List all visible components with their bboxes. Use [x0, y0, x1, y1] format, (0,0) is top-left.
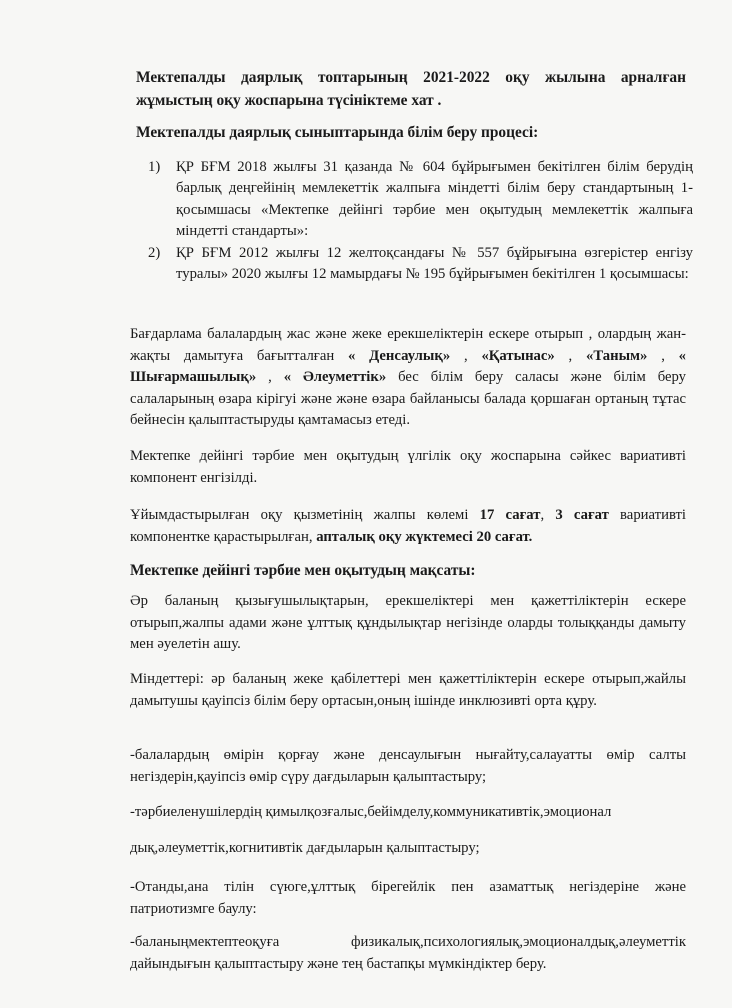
document-title: Мектепалды даярлық топтарының 2021-2022 оқу жылына арналған жұмыстың оқу жоспарына түсініктеме хат .: [136, 69, 686, 109]
load-hours: 17 сағат: [479, 507, 541, 523]
normative-list: [148, 157, 693, 285]
section-heading: Мектепалды даярлық сыныптарында білім беру процесі:: [136, 124, 539, 141]
area-cognition: «Таным»: [586, 347, 648, 364]
task-item-continuation: дық,әлеуметтік,когнитивтік дағдыларын қалыптастыру;: [130, 840, 480, 856]
list-number: 1): [148, 159, 161, 175]
load-text: Ұйымдастырылған оқу қызметінің жалпы көлемі: [130, 507, 480, 523]
task-item: -Отанды,ана тілін сүюге,ұлттық бірегейлік пен азаматтық негіздеріне және патриотизмге баулу:: [130, 879, 686, 917]
separator: ,: [647, 347, 679, 364]
task-item: -тәрбиеленушілердің қимылқозғалыс,бейімделу,коммуникативтік,эмоционал: [130, 804, 612, 820]
program-intro: Бағдарлама балалардың жас және жеке ерекшеліктерін ескере отырып , олардың жан-жақты дамытуға бағытталған: [130, 326, 686, 364]
separator: ,: [256, 369, 284, 386]
task-item: -балалардың өмірін қорғау және денсаулығын нығайту,салауатты өмір салты негіздерін,қауіпсіз өмір сүру дағдыларын қалыптастыру;: [130, 747, 686, 785]
area-communication: «Қатынас»: [481, 347, 555, 364]
area-creativity: « Шығармашылық»: [130, 347, 686, 386]
separator: ,: [554, 347, 586, 364]
variative-paragraph: Мектепке дейінгі тәрбие мен оқытудың үлгілік оқу жоспарына сәйкес вариативті компонент енгізілді.: [130, 448, 686, 486]
area-social: « Әлеуметтік»: [283, 369, 387, 386]
separator: ,: [450, 347, 482, 364]
area-health: « Денсаулық»: [348, 347, 451, 364]
load-text: вариативті компонентке қарастырылған,: [130, 507, 687, 545]
list-item-text: ҚР БҒМ 2012 жылғы 12 желтоқсандағы № 557 бұйрығына өзгерістер енгізу туралы» 2020 жылғы 12 мамырдағы № 195 бұйрығымен бекітілген 1 қосымшасы:: [176, 244, 693, 283]
program-paragraph: [130, 324, 686, 432]
load-paragraph: [130, 505, 686, 548]
list-item: [148, 243, 693, 286]
list-number: 2): [148, 244, 161, 261]
goal-paragraph: Әр баланың қызығушылықтарын, ерекшеліктері мен қажеттіліктерін ескере отырып,жалпы адами және ұлттық құндылықтар негізінде оларды толыққанды дамыту мен әуелетін ашу.: [130, 593, 686, 653]
list-item: [148, 157, 693, 243]
task-item: -баланыңмектептеоқуға физикалық,психологиялық,эмоционалдық,әлеуметтік дайындығын қалыптастыру және тең бастапқы мүмкіндіктер беру.: [130, 934, 686, 972]
goal-heading: Мектепке дейінгі тәрбие мен оқытудың мақсаты:: [130, 562, 476, 579]
program-outro: бес білім беру саласы және білім беру салаларының өзара кірігуі және және өзара байланысы балада қоршаған ортаның тұтас бейнесін қалыптастыруды қамтамасыз етеді.: [130, 369, 686, 429]
list-item-text: ҚР БҒМ 2018 жылғы 31 қазанда № 604 бұйрығымен бекітілген білім берудің барлық деңгейінің мемлекеттік жалпыға міндетті білім беру стандартының 1-қосымшасы «Мектепке дейінгі тәрбие мен оқытудың мемлекеттік жалпыға міндетті стандарты»:: [176, 159, 693, 240]
variative-hours: 3 сағат: [555, 507, 609, 523]
tasks-paragraph: Міндеттері: әр баланың жеке қабілеттері мен қажеттіліктерін ескере отырып,жайлы дамытушы қауіпсіз білім беру ортасын,оның ішінде инклюзивті орта құру.: [130, 671, 686, 709]
load-text: ,: [540, 507, 556, 523]
weekly-load: апталық оқу жүктемесі 20 сағат.: [316, 528, 533, 545]
